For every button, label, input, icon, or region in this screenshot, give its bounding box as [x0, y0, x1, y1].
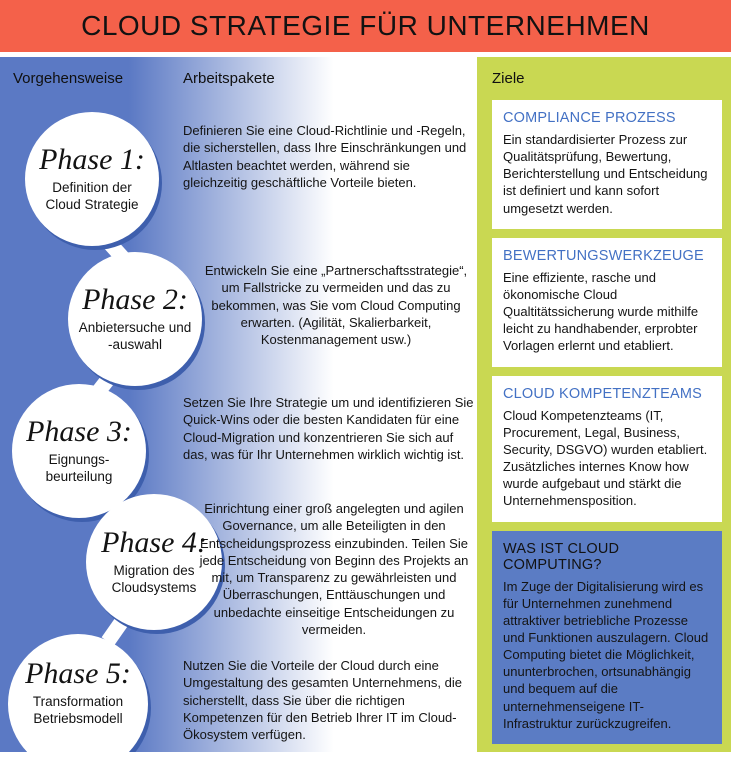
- goal-box-kompetenzteams: [492, 376, 722, 522]
- workpackage-text-3: Setzen Sie Ihre Strategie um und identifizieren Sie Quick-Wins oder die besten Kandidaten für eine Cloud-Migration und konzentrieren Sie sich auf das, was für Ihr Unternehmen wirklich wichtig ist.: [183, 395, 474, 462]
- goal-box-compliance-body: Ein standardisierter Prozess zur Qualitätsprüfung, Bewertung, Berichterstellung und Entscheidung ist definiert und kann sofort umgesetzt werden.: [503, 132, 708, 216]
- goal-box-bewertungswerkzeuge: [492, 238, 722, 367]
- column-label-arbeitspakete: Arbeitspakete: [183, 70, 275, 87]
- goal-box-kompetenzteams-title: CLOUD KOMPETENZTEAMS: [503, 385, 702, 402]
- phase-4-name: Phase 4:: [101, 525, 207, 559]
- phase-1-subtitle: Definition der Cloud Strategie: [45, 180, 139, 213]
- info-box-was-ist-cloud-computing: [492, 531, 722, 744]
- phase-circle-2: [68, 252, 202, 386]
- phase-3-name: Phase 3:: [26, 414, 132, 448]
- phase-2-name: Phase 2:: [82, 282, 188, 316]
- phase-2-subtitle: Anbietersuche und -auswahl: [78, 320, 192, 353]
- info-box-body: Im Zuge der Digitalisierung wird es für Unternehmen zunehmend attraktiver betriebliche Prozesse und Funktionen auszulagern. Cloud Computing bietet die Möglichkeit, ununterbrochen, ortsunabhängig und bequem auf die unternehmenseigene IT-Infrastruktur zurückzugreifen.: [503, 578, 709, 731]
- phase-3-subtitle: Eignungs-beurteilung: [45, 452, 113, 485]
- phase-5-name: Phase 5:: [25, 656, 131, 690]
- phase-1-name: Phase 1:: [39, 142, 145, 176]
- phase-5-subtitle: Transformation Betriebsmodell: [32, 694, 124, 727]
- column-label-ziele: Ziele: [492, 70, 525, 87]
- goal-box-compliance: [492, 100, 722, 229]
- phase-circle-1: [25, 112, 159, 246]
- phase-circle-3: [12, 384, 146, 518]
- workpackage-text-4: Einrichtung einer groß angelegten und agilen Governance, um alle Beteiligten in den Entscheidungsprozess einzubinden. Teilen Sie jede Entscheidung von Beginn des Projekts an mit, um Transparenz zu gewährleisten und Überraschungen, Enttäuschungen und unbedachte einseitige Entscheidungen zu vermeiden.: [199, 501, 469, 637]
- workpackage-text-1: Definieren Sie eine Cloud-Richtlinie und -Regeln, die sicherstellen, dass Ihre Einschränkungen und Altlasten beachtet werden, während sie gleichzeitig geschäftliche Vorteile bieten.: [183, 123, 467, 190]
- page-title: CLOUD STRATEGIE FÜR UNTERNEHMEN: [81, 10, 650, 41]
- header-banner: [0, 0, 731, 52]
- column-label-vorgehensweise: Vorgehensweise: [13, 70, 124, 87]
- goal-box-kompetenzteams-body: Cloud Kompetenzteams (IT, Procurement, Legal, Business, Security, DSGVO) wurden etabliert. Zusätzliches internes Know how wurde aufgebaut und stärkt die Unternehmensposition.: [503, 407, 708, 509]
- info-box-title: WAS IST CLOUD COMPUTING?: [503, 540, 620, 573]
- workpackage-text-5: Nutzen Sie die Vorteile der Cloud durch eine Umgestaltung des gesamten Unternehmens, die sicherstellt, dass Sie über die richtigen Kompetenzen für den Betrieb Ihrer IT im Cloud-Ökosystem verfügen.: [183, 658, 462, 743]
- goals-box-stack: [492, 100, 722, 744]
- workpackage-text-2: Entwickeln Sie eine „Partnerschaftsstrategie“, um Fallstricke zu vermeiden und das zu bekommen, was Sie vom Cloud Computing erwarten. (Agilität, Skalierbarkeit, Kostenmanagement usw.): [204, 263, 468, 348]
- goal-box-bewertungswerkzeuge-title: BEWERTUNGSWERKZEUGE: [503, 247, 704, 264]
- phase-circle-5: [8, 634, 148, 752]
- goal-box-compliance-title: COMPLIANCE PROZESS: [503, 110, 676, 126]
- phase-4-subtitle: Migration des Cloudsystems: [111, 563, 197, 596]
- goal-box-bewertungswerkzeuge-body: Eine effiziente, rasche und ökonomische Cloud Qualtitätssicherung wurde mithilfe leicht zu handhabender, erprobter Vorlagen erlernt und etabliert.: [503, 269, 699, 354]
